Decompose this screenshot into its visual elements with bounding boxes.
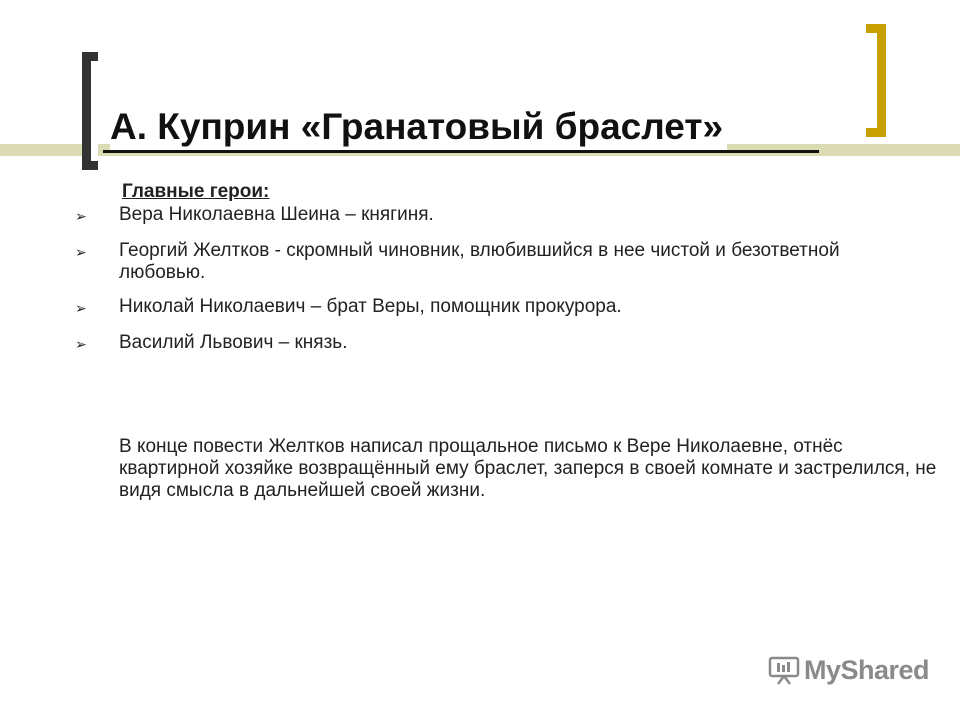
arrow-bullet-icon: ➢: [75, 336, 87, 352]
character-text: Вера Николаевна Шеина – княгиня.: [119, 204, 434, 225]
characters-list: [75, 204, 905, 368]
right-bracket-decoration: [866, 24, 886, 137]
character-text: Георгий Желтков - скромный чиновник, влюбившийся в нее чистой и безответной любовью.: [119, 240, 840, 283]
list-item: [75, 204, 905, 226]
list-item: [75, 240, 905, 284]
list-item: [75, 332, 905, 354]
slide-title: А. Куприн «Гранатовый браслет»: [110, 104, 727, 150]
list-item: [75, 296, 905, 318]
logo-text: MyShared: [804, 654, 930, 685]
presentation-screen-icon: [768, 654, 800, 686]
arrow-bullet-icon: ➢: [75, 244, 87, 260]
myshared-logo[interactable]: [768, 654, 929, 686]
arrow-bullet-icon: ➢: [75, 208, 87, 224]
character-text: Николай Николаевич – брат Веры, помощник прокурора.: [119, 296, 622, 317]
title-underline: [103, 150, 819, 153]
arrow-bullet-icon: ➢: [75, 300, 87, 316]
left-bracket-decoration: [82, 52, 98, 170]
characters-heading: Главные герои:: [122, 181, 270, 202]
story-ending-paragraph: В конце повести Желтков написал прощальное письмо к Вере Николаевне, отнёс квартирной хозяйке возвращённый ему браслет, заперся в своей комнате и застрелился, не видя смысла в дальнейшей своей жизни.: [119, 436, 937, 501]
character-text: Василий Львович – князь.: [119, 332, 348, 353]
